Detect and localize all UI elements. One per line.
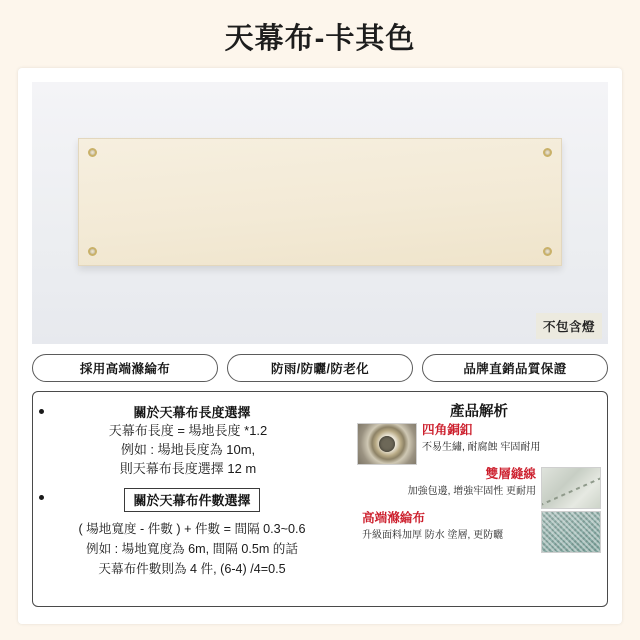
sizing-guide-section	[33, 392, 351, 606]
analysis-item-stitching	[357, 467, 601, 509]
feature-pill-quality	[422, 354, 608, 382]
page-title: 天幕布-卡其色	[224, 23, 416, 55]
length-guide-heading-row	[39, 402, 345, 421]
count-guide-lines	[39, 519, 345, 579]
analysis-item-fabric	[357, 511, 601, 553]
bullet-icon-count	[39, 495, 44, 500]
grommet-icon-bottom-right	[543, 247, 552, 256]
grommet-icon-top-right	[543, 148, 552, 157]
length-guide-line-1: 天幕布長度 = 場地長度 *1.2	[108, 423, 268, 438]
details-panel	[32, 391, 608, 607]
tarp-canopy-illustration	[78, 138, 562, 266]
count-guide-heading-wrap	[49, 488, 345, 512]
copper-grommet-photo-icon	[357, 423, 417, 465]
analysis-item-grommet-desc: 不易生繡, 耐腐蝕 牢固耐用	[422, 442, 541, 453]
count-guide-heading-row	[39, 488, 345, 512]
double-stitching-photo-icon	[541, 467, 601, 509]
analysis-item-stitching-desc: 加強包邊, 增強牢固性 更耐用	[407, 486, 536, 497]
bullet-icon-length	[39, 409, 44, 414]
content-card	[18, 68, 622, 624]
feature-pill-row	[32, 354, 608, 382]
analysis-item-grommet-label: 四角銅釦	[422, 423, 473, 437]
analysis-item-grommet	[357, 423, 601, 465]
analysis-item-fabric-text	[357, 511, 541, 542]
length-guide-lines	[39, 421, 345, 478]
analysis-item-fabric-label: 高端滌綸布	[362, 511, 425, 525]
analysis-item-stitching-label: 雙層縫線	[485, 467, 536, 481]
count-guide-heading: 關於天幕布件數選擇	[124, 488, 259, 512]
product-analysis-section	[351, 392, 607, 606]
analysis-item-grommet-text	[417, 423, 601, 454]
feature-pill-protection-label: 防雨/防曬/防老化	[270, 362, 370, 376]
feature-pill-material	[32, 354, 218, 382]
grommet-icon-top-left	[88, 148, 97, 157]
grommet-icon-bottom-left	[88, 247, 97, 256]
analysis-item-stitching-text	[357, 467, 541, 498]
product-hero-image	[32, 82, 608, 344]
count-guide-line-2: 例如 : 場地寬度為 6m, 間隔 0.5m 的話	[85, 542, 298, 556]
product-analysis-title: 產品解析	[450, 404, 508, 420]
lamp-exclusion-note: 不包含燈	[536, 313, 602, 339]
count-guide-line-1: ( 場地寬度 - 件數 ) + 件數 = 間隔 0.3~0.6	[78, 522, 306, 536]
feature-pill-protection	[227, 354, 413, 382]
feature-pill-quality-label: 品牌直銷品質保證	[463, 362, 567, 376]
length-guide-line-3: 則天幕布長度選擇 12 m	[119, 461, 257, 476]
count-guide-line-3: 天幕布件數則為 4 件, (6-4) /4=0.5	[98, 562, 286, 576]
feature-pill-material-label: 採用高端滌綸布	[79, 362, 171, 376]
polyester-fabric-photo-icon	[541, 511, 601, 553]
length-guide-line-2: 例如 : 場地長度為 10m,	[120, 442, 256, 457]
analysis-item-fabric-desc: 升級面料加厚 防水 塗層, 更防曬	[362, 530, 504, 541]
length-guide-heading: 關於天幕布長度選擇	[133, 405, 251, 420]
